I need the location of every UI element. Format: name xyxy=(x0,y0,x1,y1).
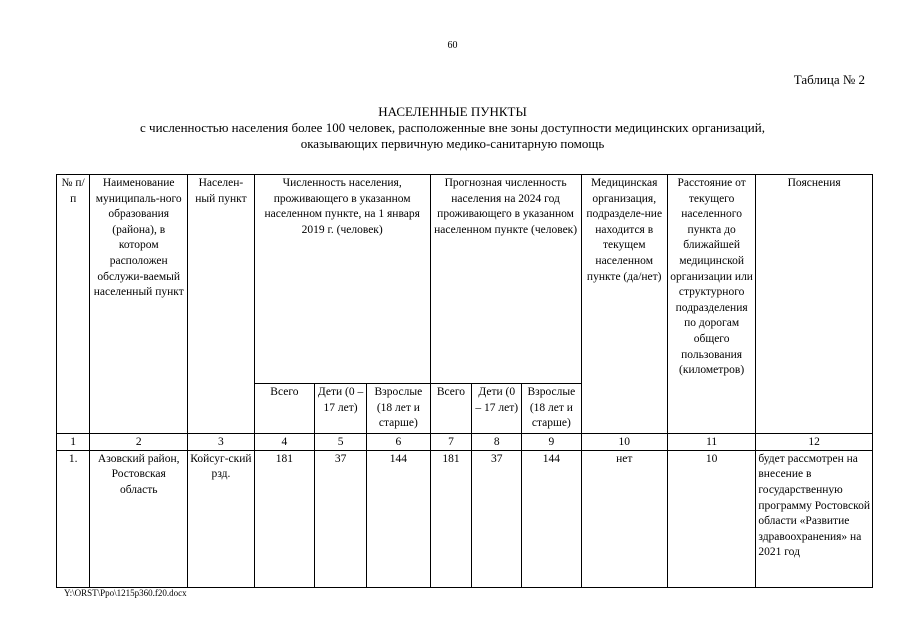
column-number: 9 xyxy=(522,433,581,450)
header-settlement: Населен-ный пункт xyxy=(188,175,255,434)
cell-pop2019-adults: 144 xyxy=(367,450,431,587)
column-number: 7 xyxy=(430,433,472,450)
column-number-row xyxy=(57,433,873,450)
header-population-2019: Численность населения, проживающего в указанном населенном пункте, на 1 января 2019 г. (человек) xyxy=(254,175,430,384)
cell-settlement: Койсуг-ский рзд. xyxy=(188,450,255,587)
header-distance: Расстояние от текущего населенного пункта до ближайшей медицинской организации или структурного подразделения по дорогам общего пользования (километров) xyxy=(667,175,755,434)
subheader-total-2019: Всего xyxy=(254,384,314,434)
subheader-children-2024: Дети (0 – 17 лет) xyxy=(472,384,522,434)
cell-pop2024-adults: 144 xyxy=(522,450,581,587)
footer-file-path: Y:\ORST\Ppo\1215p360.f20.docx xyxy=(64,588,187,598)
cell-pop2024-total: 181 xyxy=(430,450,472,587)
column-number: 8 xyxy=(472,433,522,450)
column-number: 2 xyxy=(90,433,188,450)
header-med-org: Медицинская организация, подразделе-ние находится в текущем населенном пункте (да/нет) xyxy=(581,175,667,434)
cell-municipality: Азовский район, Ростовская область xyxy=(90,450,188,587)
column-number: 10 xyxy=(581,433,667,450)
subheader-total-2024: Всего xyxy=(430,384,472,434)
cell-distance: 10 xyxy=(667,450,755,587)
cell-med-org: нет xyxy=(581,450,667,587)
column-number: 6 xyxy=(367,433,431,450)
title-line-3: оказывающих первичную медико-санитарную помощь xyxy=(300,136,605,151)
cell-pop2024-children: 37 xyxy=(472,450,522,587)
column-number: 4 xyxy=(254,433,314,450)
header-notes: Пояснения xyxy=(756,175,873,434)
cell-notes: будет рассмотрен на внесение в государственную программу Ростовской области «Развитие здравоохранения» на 2021 год xyxy=(756,450,873,587)
column-number: 3 xyxy=(188,433,255,450)
cell-pop2019-total: 181 xyxy=(254,450,314,587)
header-municipality: Наименование муниципаль-ного образования (района), в котором расположен обслужи-ваемый населенный пункт xyxy=(90,175,188,434)
column-number: 12 xyxy=(756,433,873,450)
settlements-table xyxy=(56,174,873,588)
cell-num: 1. xyxy=(57,450,90,587)
subheader-adults-2019: Взрослые (18 лет и старше) xyxy=(367,384,431,434)
header-num: № п/п xyxy=(57,175,90,434)
document-title xyxy=(0,104,905,152)
column-number: 11 xyxy=(667,433,755,450)
cell-pop2019-children: 37 xyxy=(315,450,367,587)
header-row xyxy=(57,175,873,384)
subheader-children-2019: Дети (0 – 17 лет) xyxy=(315,384,367,434)
table-row xyxy=(57,450,873,587)
column-number: 1 xyxy=(57,433,90,450)
title-line-1: НАСЕЛЕННЫЕ ПУНКТЫ xyxy=(378,104,527,119)
page-number: 60 xyxy=(447,40,458,51)
header-forecast-2024: Прогнозная численность населения на 2024 год проживающего в указанном населенном пункте (человек) xyxy=(430,175,581,384)
subheader-adults-2024: Взрослые (18 лет и старше) xyxy=(522,384,581,434)
table-label: Таблица № 2 xyxy=(793,72,865,87)
column-number: 5 xyxy=(315,433,367,450)
title-line-2: с численностью населения более 100 человек, расположенные вне зоны доступности медицинских организаций, xyxy=(140,120,765,135)
